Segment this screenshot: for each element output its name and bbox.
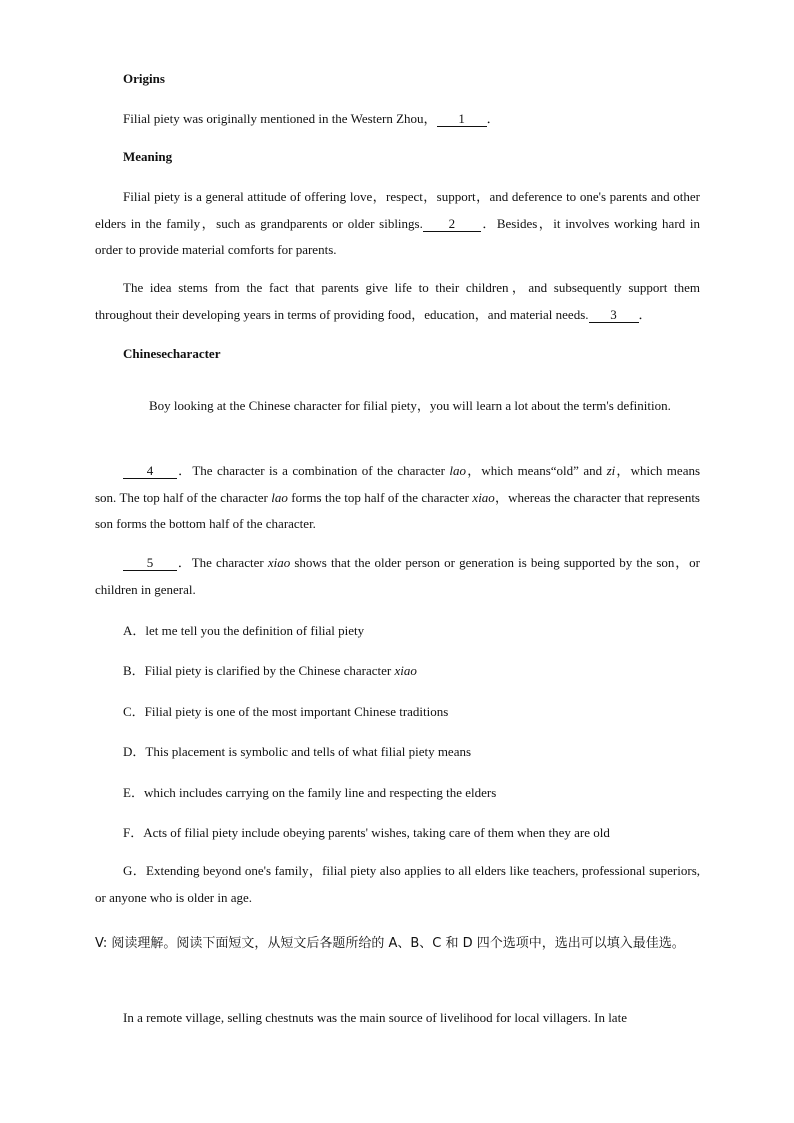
blank-1: 1 bbox=[437, 112, 487, 127]
character-p3-text-b: shows that the older person or generation is being supported by the son，or children in general. bbox=[95, 555, 700, 597]
blank-2: 2 bbox=[423, 217, 481, 232]
character-p2-text-e: ，whereas the character that represents son forms the bottom half of the character. bbox=[95, 489, 700, 531]
meaning-p1-text: Filial piety is a general attitude of offering love，respect，support，and deference to one's parents and other elders in the family，such as grandparents or older siblings. bbox=[95, 189, 700, 231]
blank-5: 5 bbox=[123, 556, 177, 571]
blank-3: 3 bbox=[589, 308, 639, 323]
character-p3-text-a: ．The character bbox=[177, 555, 268, 570]
term-xiao: xiao bbox=[472, 489, 495, 505]
character-p2-text-b: ，which means“old” and bbox=[466, 463, 607, 478]
character-p2-text-c: ，which means son. The top half of the character bbox=[95, 463, 701, 505]
term-zi: zi bbox=[606, 463, 616, 478]
part-v-instruction: V: 阅读理解。阅读下面短文，从短文后各题所给的 A、B、C 和 D 四个选项中，选出可以填入最佳选。 bbox=[95, 936, 685, 951]
origins-heading: Origins bbox=[123, 71, 165, 86]
option-b-term: xiao bbox=[394, 663, 417, 678]
meaning-paragraph-1 bbox=[95, 184, 700, 264]
term-lao: lao bbox=[449, 463, 467, 478]
meaning-p1-after: ．Besides，it involves working hard in order to provide material comforts for parents. bbox=[95, 215, 700, 257]
term-lao-2: lao bbox=[271, 489, 288, 505]
meaning-heading: Meaning bbox=[123, 149, 173, 164]
term-xiao-2: xiao bbox=[267, 555, 291, 570]
character-paragraph-1: Boy looking at the Chinese character for filial piety，you will learn a lot about the term's definition. bbox=[149, 398, 671, 413]
meaning-p2-text: The idea stems from the fact that parents give life to their children，and subsequently support them throughout their developing years in terms of providing food，education，and material needs. bbox=[95, 280, 700, 322]
option-d: D．This placement is symbolic and tells of what filial piety means bbox=[123, 744, 472, 759]
option-e: E．which includes carrying on the family line and respecting the elders bbox=[123, 785, 497, 800]
option-b-text: B．Filial piety is clarified by the Chinese character bbox=[123, 663, 395, 678]
blank-4: 4 bbox=[123, 464, 177, 479]
character-p2-text-a: ．The character is a combination of the character bbox=[177, 463, 450, 478]
option-c: C．Filial piety is one of the most important Chinese traditions bbox=[123, 704, 449, 719]
meaning-p2-after: ． bbox=[638, 306, 652, 322]
origins-paragraph bbox=[95, 106, 700, 133]
character-paragraph-3 bbox=[95, 550, 700, 603]
character-paragraph-2 bbox=[95, 458, 700, 538]
meaning-paragraph-2 bbox=[95, 275, 700, 328]
option-b bbox=[123, 660, 417, 679]
origins-text: Filial piety was originally mentioned in the Western Zhou， bbox=[123, 111, 437, 126]
option-g: G．Extending beyond one's family，filial piety also applies to all elders like teachers, professional superiors, or anyone who is older in age. bbox=[95, 863, 700, 905]
character-p2-text-d: forms the top half of the character bbox=[287, 489, 473, 505]
origins-end: ． bbox=[486, 111, 500, 126]
character-heading: Chinesecharacter bbox=[123, 346, 221, 361]
option-a: A．let me tell you the definition of filial piety bbox=[123, 623, 365, 638]
part-v-passage: In a remote village, selling chestnuts was the main source of livelihood for local villagers. In late bbox=[123, 1010, 627, 1025]
option-f: F．Acts of filial piety include obeying parents' wishes, taking care of them when they are old bbox=[123, 825, 610, 840]
